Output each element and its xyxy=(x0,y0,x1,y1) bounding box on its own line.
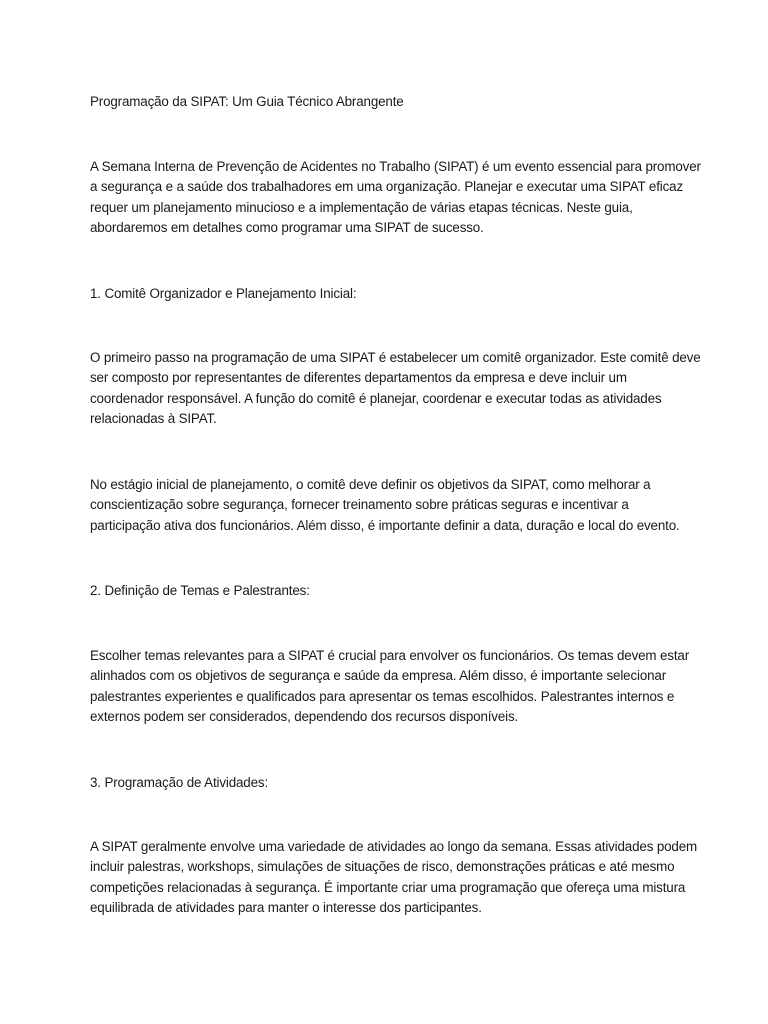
paragraph-line: conscientização sobre segurança, fornecer treinamento sobre práticas seguras e incentivar a xyxy=(90,497,629,513)
section-1-paragraph-1 xyxy=(90,348,701,430)
paragraph-line: ser composto por representantes de diferentes departamentos da empresa e deve incluir um xyxy=(90,370,627,386)
paragraph-line: participação ativa dos funcionários. Além disso, é importante definir a data, duração e local do evento. xyxy=(90,517,680,533)
paragraph-line: palestrantes experientes e qualificados para apresentar os temas escolhidos. Palestrantes internos e xyxy=(90,688,675,704)
paragraph-line: abordaremos em detalhes como programar uma SIPAT de sucesso. xyxy=(90,220,484,236)
section-1-paragraph-2 xyxy=(90,475,690,536)
heading-text: 3. Programação de Atividades: xyxy=(90,775,269,790)
paragraph-line: incluir palestras, workshops, simulações de situações de risco, demonstrações práticas e até mesmo xyxy=(90,859,675,875)
heading-text: 2. Definição de Temas e Palestrantes: xyxy=(90,583,310,598)
paragraph-line: coordenador responsável. A função do comitê é planejar, coordenar e executar todas as atividades xyxy=(90,390,662,406)
intro-paragraph xyxy=(90,157,701,239)
paragraph-line: A Semana Interna de Prevenção de Acidentes no Trabalho (SIPAT) é um evento essencial para promover xyxy=(90,159,701,174)
section-3-heading xyxy=(90,773,690,793)
paragraph-line: Escolher temas relevantes para a SIPAT é crucial para envolver os funcionários. Os temas devem estar xyxy=(90,648,690,663)
paragraph-line: alinhados com os objetivos de segurança e saúde da empresa. Além disso, é importante selecionar xyxy=(90,668,667,684)
paragraph-line: No estágio inicial de planejamento, o comitê deve definir os objetivos da SIPAT, como melhorar a xyxy=(90,477,651,492)
section-3-paragraph-1 xyxy=(90,837,698,919)
paragraph-line: requer um planejamento minucioso e a implementação de várias etapas técnicas. Neste guia, xyxy=(90,199,633,215)
paragraph-line: externos podem ser considerados, dependendo dos recursos disponíveis. xyxy=(90,709,519,725)
paragraph-line: a segurança e a saúde dos trabalhadores em uma organização. Planejar e executar uma SIPAT eficaz xyxy=(90,179,683,195)
paragraph-line: competições relacionadas à segurança. É importante criar uma programação que ofereça uma mistura xyxy=(90,879,686,895)
title-text: Programação da SIPAT: Um Guia Técnico Abrangente xyxy=(90,94,404,109)
paragraph-line: equilibrada de atividades para manter o interesse dos participantes. xyxy=(90,900,482,916)
paragraph-line: A SIPAT geralmente envolve uma variedade de atividades ao longo da semana. Essas atividades podem xyxy=(90,839,698,854)
section-2-paragraph-1 xyxy=(90,646,690,728)
heading-text: 1. Comitê Organizador e Planejamento Inicial: xyxy=(90,286,357,301)
paragraph-line: relacionadas à SIPAT. xyxy=(90,411,217,427)
paragraph-line: O primeiro passo na programação de uma SIPAT é estabelecer um comitê organizador. Este comitê deve xyxy=(90,350,701,365)
document-title xyxy=(90,92,690,112)
section-2-heading xyxy=(90,581,690,601)
section-1-heading xyxy=(90,284,690,304)
